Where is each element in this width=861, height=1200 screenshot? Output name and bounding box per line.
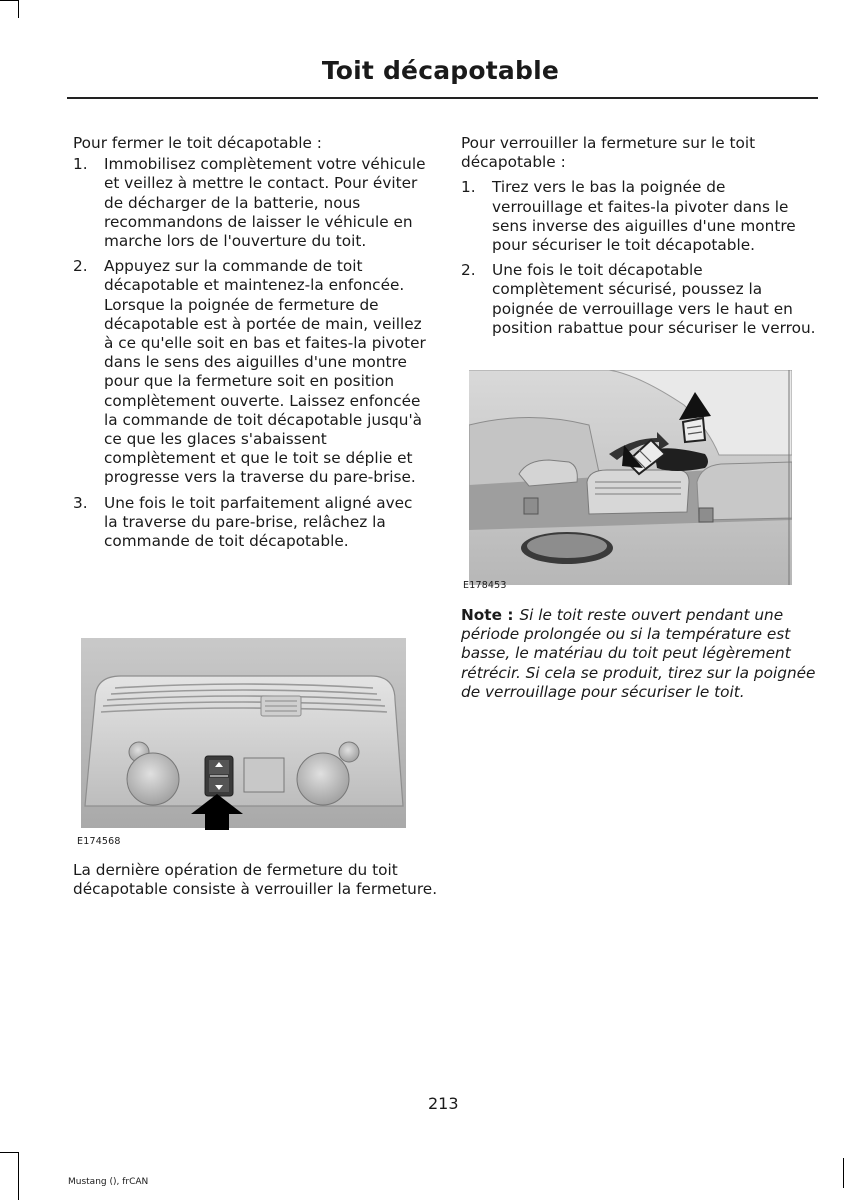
list-item <box>461 178 816 255</box>
note-paragraph <box>461 606 821 702</box>
crop-mark <box>0 0 18 1</box>
title-divider <box>67 97 818 99</box>
list-item <box>461 261 816 338</box>
crop-mark <box>843 1158 844 1188</box>
left-closing-block <box>73 861 438 899</box>
step-number: 1. <box>73 155 88 174</box>
left-intro: Pour fermer le toit décapotable : <box>73 134 322 152</box>
crop-mark <box>18 0 19 18</box>
left-column <box>73 134 428 551</box>
step-text: Une fois le toit parfaitement aligné avec la traverse du pare-brise, relâchez la commande de toit décapotable. <box>104 493 413 551</box>
page-title: Toit décapotable <box>321 56 559 85</box>
list-item <box>73 155 428 251</box>
overhead-console-figure <box>77 638 406 847</box>
step-text: Une fois le toit décapotable complètement sécurisé, poussez la poignée de verrouillage vers le haut en position rabattue pour sécuriser le verrou. <box>492 261 816 337</box>
note-text: Si le toit reste ouvert pendant une période prolongée ou si la température est basse, le matériau du toit peut légèrement rétrécir. Si cela se produit, tirez sur la poignée de verrouillage pour sécuriser le toit. <box>461 606 816 701</box>
page-number: 213 <box>428 1094 459 1113</box>
step-number: 3. <box>73 493 88 512</box>
step-text: Appuyez sur la commande de toit décapotable et maintenez-la enfoncée. Lorsque la poignée de fermeture de décapotable est à portée de main, veillez à ce qu'elle soit en bas et faites-la pivoter dans le sens des aiguilles d'une montre pour que la fermeture soit en position complètement ouverte. Laissez enfoncée la commande de toit décapotable jusqu'à ce que les glaces s'abaissent complètement et que le toit se déplie et progresse vers la traverse du pare-brise. <box>104 257 426 487</box>
overhead-console-illustration <box>81 638 406 833</box>
step-text: Tirez vers le bas la poignée de verrouillage et faites-la pivoter dans le sens inverse des aiguilles d'une montre pour sécuriser le toit décapotable. <box>492 178 796 255</box>
list-item <box>73 494 428 552</box>
step-number: 1. <box>461 178 476 197</box>
crop-mark <box>0 1152 18 1153</box>
footer-text: Mustang (), frCAN <box>68 1177 149 1187</box>
note-block <box>461 606 821 702</box>
step-number: 2. <box>461 261 476 280</box>
roof-latch-figure <box>463 370 792 591</box>
figure-code: E174568 <box>77 836 121 847</box>
crop-mark <box>18 1152 19 1200</box>
step-number: 2. <box>73 257 88 276</box>
right-intro: Pour verrouiller la fermeture sur le toit décapotable : <box>461 134 756 172</box>
note-label: Note : <box>461 606 514 624</box>
locking-steps-list <box>461 178 816 338</box>
left-closing-paragraph: La dernière opération de fermeture du toit décapotable consiste à verrouiller la fermeture. <box>73 861 438 899</box>
step-text: Immobilisez complètement votre véhicule et veillez à mettre le contact. Pour éviter de décharger de la batterie, nous recommandons de laisser le véhicule en marche lors de l'ouverture du toit. <box>104 155 426 251</box>
right-column <box>461 134 816 338</box>
list-item <box>73 257 428 487</box>
figure-code: E178453 <box>463 580 507 591</box>
roof-latch-illustration <box>469 370 792 588</box>
closing-steps-list <box>73 155 428 551</box>
